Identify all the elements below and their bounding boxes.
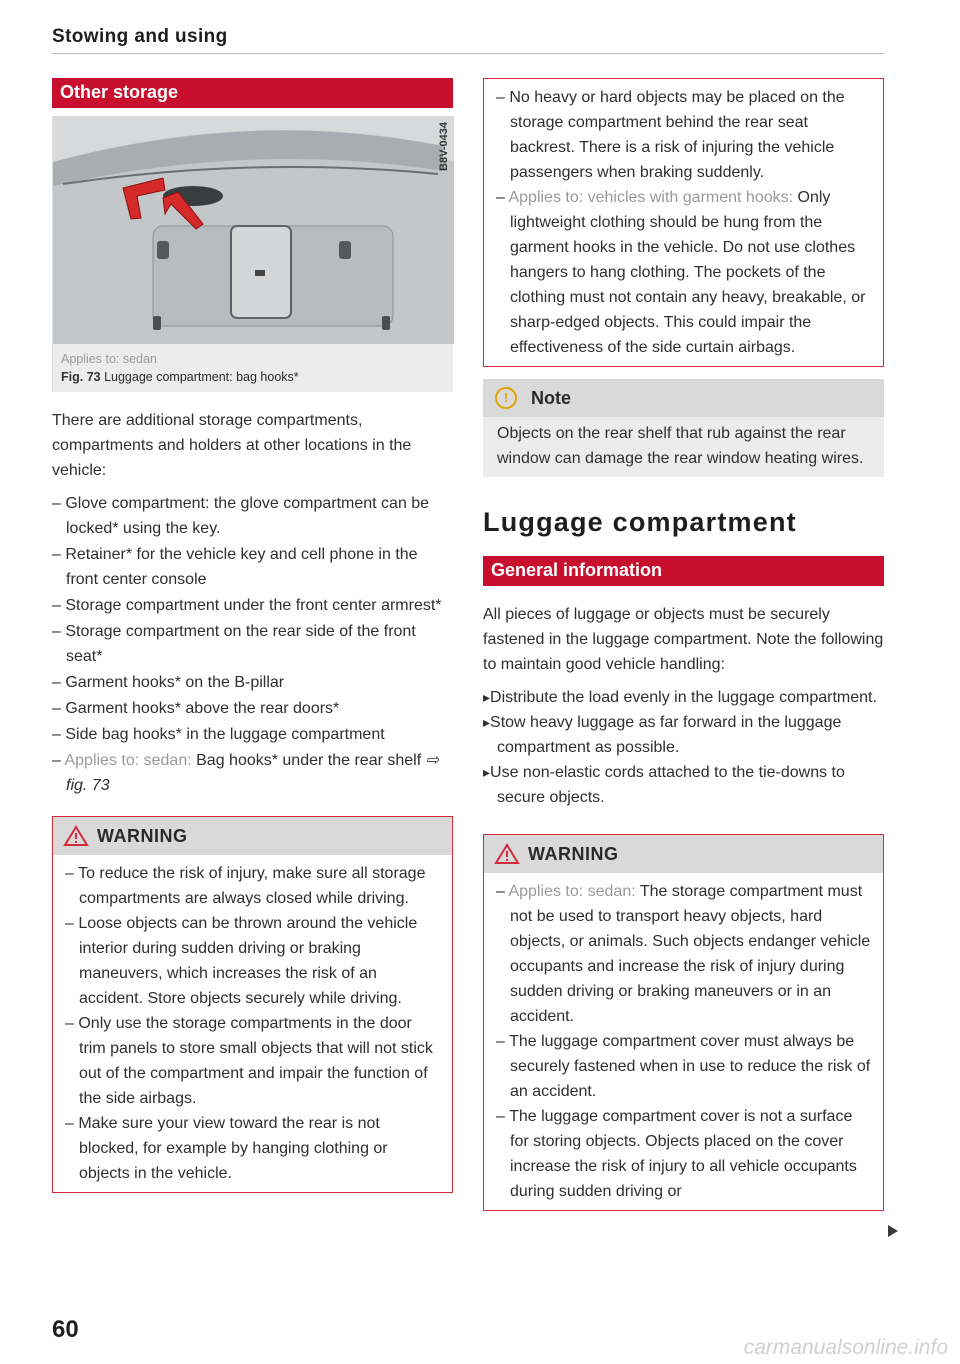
applies-note: Applies to: vehicles with garment hooks: (508, 189, 794, 206)
handling-steps (483, 685, 884, 810)
note-box (483, 379, 884, 477)
luggage-compartment-heading: Luggage compartment (483, 507, 797, 537)
warning-item: – The luggage compartment cover must always be securely fastened when in use to reduce the risk of an accident. (496, 1029, 871, 1104)
note-header (483, 379, 884, 417)
warning-continuation-box (483, 78, 884, 367)
bag-hooks-drawing (53, 116, 454, 344)
warning-list (484, 873, 883, 1210)
luggage-intro: All pieces of luggage or objects must be securely fastened in the luggage compartment. Note the following to maintain good vehicle handling: (483, 606, 884, 673)
note-info-icon: ! (495, 387, 517, 409)
general-information-title: General information (483, 556, 884, 586)
list-item: – Garment hooks* on the B-pillar (52, 670, 453, 695)
figure-caption-text: Luggage compartment: bag hooks* (104, 370, 299, 385)
warning-box-left (52, 816, 453, 1193)
figure-reference-link[interactable]: ⇨ fig. 73 (66, 752, 440, 795)
list-item: – Garment hooks* above the rear doors* (52, 696, 453, 721)
right-column (483, 78, 884, 1211)
step-item: ▸ Use non-elastic cords attached to the tie-downs to secure objects. (483, 760, 884, 810)
warning-header (53, 817, 452, 855)
other-storage-intro: There are additional storage compartments, compartments and holders at other locations in the vehicle: (52, 412, 412, 480)
figure-label: Fig. 73 (61, 370, 101, 385)
note-title: Note (531, 387, 571, 408)
list-item: – Storage compartment under the front center armrest* (52, 593, 453, 618)
section-header: Stowing and using (52, 26, 228, 47)
step-item: ▸ Distribute the load evenly in the luggage compartment. (483, 685, 884, 710)
note-text: Objects on the rear shelf that rub against the rear window can damage the rear window heating wires. (497, 425, 864, 467)
warning-title: WARNING (528, 843, 619, 864)
warning-box-right (483, 834, 884, 1211)
figure-73 (52, 116, 453, 392)
left-column (52, 78, 453, 1193)
section-title-other-storage: Other storage (52, 78, 453, 108)
applies-note: Applies to: sedan: (508, 883, 636, 900)
warning-title: WARNING (97, 825, 188, 846)
warning-item: – Applies to: vehicles with garment hooks: Only lightweight clothing should be hung from the garment hooks in the vehicle. Do not use clothes hangers to hang clothing. The pockets of the clothing must not contain any heavy, breakable, or sharp-edged objects. This could impair the effectiveness of the side curtain airbags. (496, 185, 871, 360)
header-divider (52, 53, 884, 54)
warning-item: – Make sure your view toward the rear is not blocked, for example by hanging clothing or objects in the vehicle. (65, 1111, 440, 1186)
warning-list (53, 855, 452, 1192)
warning-triangle-icon (494, 843, 520, 865)
list-item: – Side bag hooks* in the luggage compartment (52, 722, 453, 747)
warning-item: – Loose objects can be thrown around the vehicle interior during sudden driving or braking maneuvers, which increases the risk of an accident. Store objects securely while driving. (65, 911, 440, 1011)
page-number: 60 (52, 1316, 79, 1343)
list-item: – Glove compartment: the glove compartment can be locked* using the key. (52, 491, 453, 541)
applies-note: Applies to: sedan: (64, 752, 192, 770)
warning-item: – The luggage compartment cover is not a surface for storing objects. Objects placed on the cover increase the risk of injury to all vehicle occupants during sudden driving or (496, 1104, 871, 1204)
list-item: – Retainer* for the vehicle key and cell phone in the front center console (52, 542, 453, 592)
warning-item: – Applies to: sedan: The storage compartment must not be used to transport heavy objects, hard objects, or animals. Such objects endanger vehicle occupants and increase the risk of injury during sudden driving or braking maneuvers or in an accident. (496, 879, 871, 1029)
warning-triangle-icon (63, 825, 89, 847)
list-item: – Applies to: sedan: Bag hooks* under the rear shelf ⇨ fig. 73 (52, 748, 453, 798)
warning-item: – Only use the storage compartments in the door trim panels to store small objects that will not stick out of the compartment and impair the function of the side airbags. (65, 1011, 440, 1111)
step-item: ▸ Stow heavy luggage as far forward in the luggage compartment as possible. (483, 710, 884, 760)
luggage-compartment-illustration (53, 116, 454, 344)
watermark: carmanualsonline.info (743, 1336, 948, 1359)
storage-list (52, 491, 453, 798)
warning-header (484, 835, 883, 873)
continued-arrow-icon (888, 1225, 898, 1237)
warning-item: – To reduce the risk of injury, make sure all storage compartments are always closed while driving. (65, 861, 440, 911)
list-item: – Storage compartment on the rear side of the front seat* (52, 619, 453, 669)
figure-caption (53, 344, 453, 392)
figure-code: B8V-0434 (438, 122, 450, 171)
figure-applies: Applies to: sedan (61, 352, 157, 366)
warning-item: – No heavy or hard objects may be placed on the storage compartment behind the rear seat backrest. There is a risk of injuring the vehicle passengers when braking suddenly. (496, 85, 871, 185)
